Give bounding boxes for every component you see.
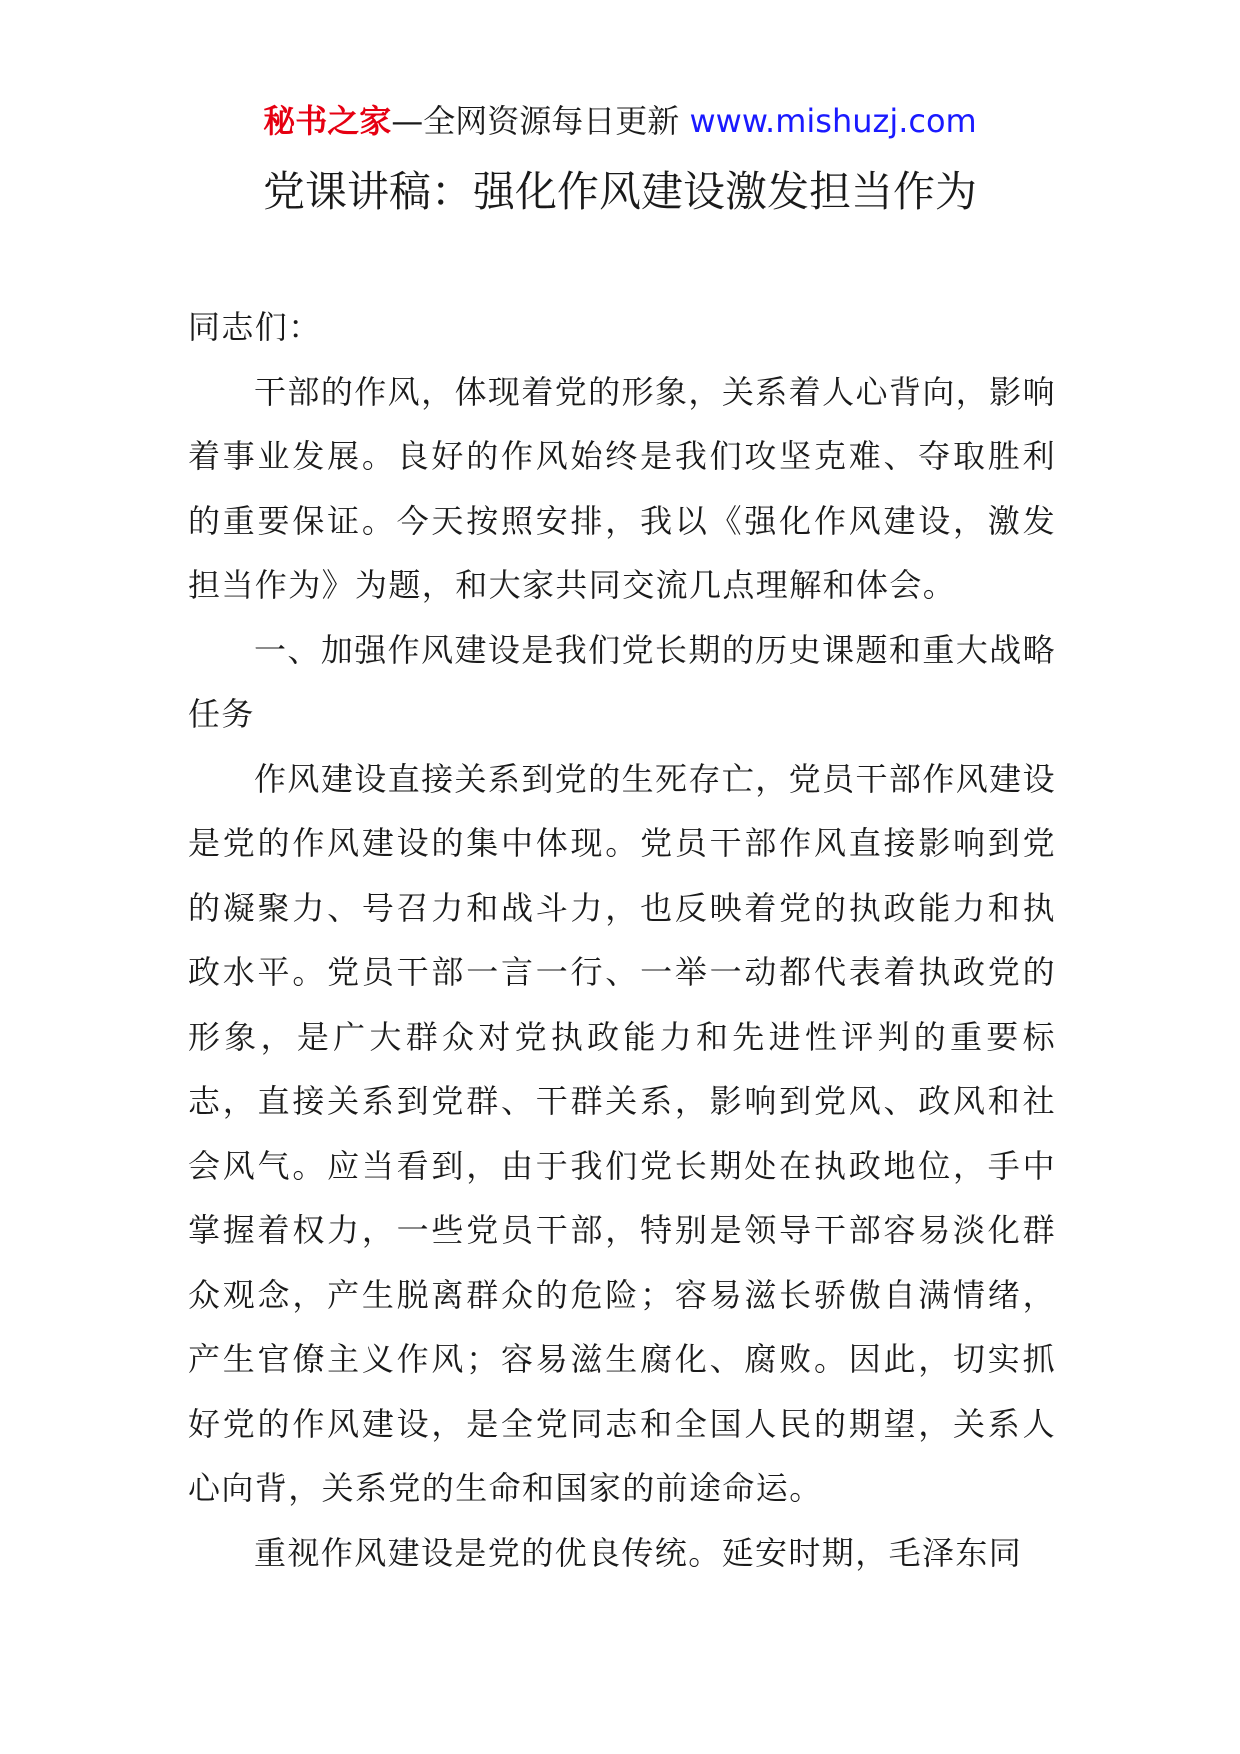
paragraph: 干部的作风，体现着党的形象，关系着人心背向，影响着事业发展。良好的作风始终是我们攻坚克难、夺取胜利的重要保证。今天按照安排，我以《强化作风建设，激发担当作为》为题，和大家共同交流几点理解和体会。 [188,372,1056,604]
salutation: 同志们： [188,308,322,346]
paragraph: 作风建设直接关系到党的生死存亡，党员干部作风建设是党的作风建设的集中体现。党员干部作风直接影响到党的凝聚力、号召力和战斗力，也反映着党的执政能力和执政水平。党员干部一言一行、一举一动都代表着执政党的形象，是广大群众对党执政能力和先进性评判的重要标志，直接关系到党群、干群关系，影响到党风、政风和社会风气。应当看到，由于我们党长期处在执政地位，手中掌握着权力，一些党员干部，特别是领导干部容易淡化群众观念，产生脱离群众的危险；容易滋长骄傲自满情绪，产生官僚主义作风；容易滋生腐化、腐败。因此，切实抓好党的作风建设，是全党同志和全国人民的期望，关系人心向背，关系党的生命和国家的前途命运。 [188,759,1056,1507]
header-slogan: —全网资源每日更新 [391,102,680,140]
section-heading: 一、加强作风建设是我们党长期的历史课题和重大战略任务 [188,630,1056,733]
paragraph: 重视作风建设是党的优良传统。延安时期，毛泽东同 [254,1533,1023,1572]
page-header [0,98,1240,144]
document-body [188,295,1056,1585]
website-link[interactable]: www.mishuzj.com [689,102,977,140]
document-title: 党课讲稿：强化作风建设激发担当作为 [262,167,977,216]
brand-name: 秘书之家 [263,102,392,140]
